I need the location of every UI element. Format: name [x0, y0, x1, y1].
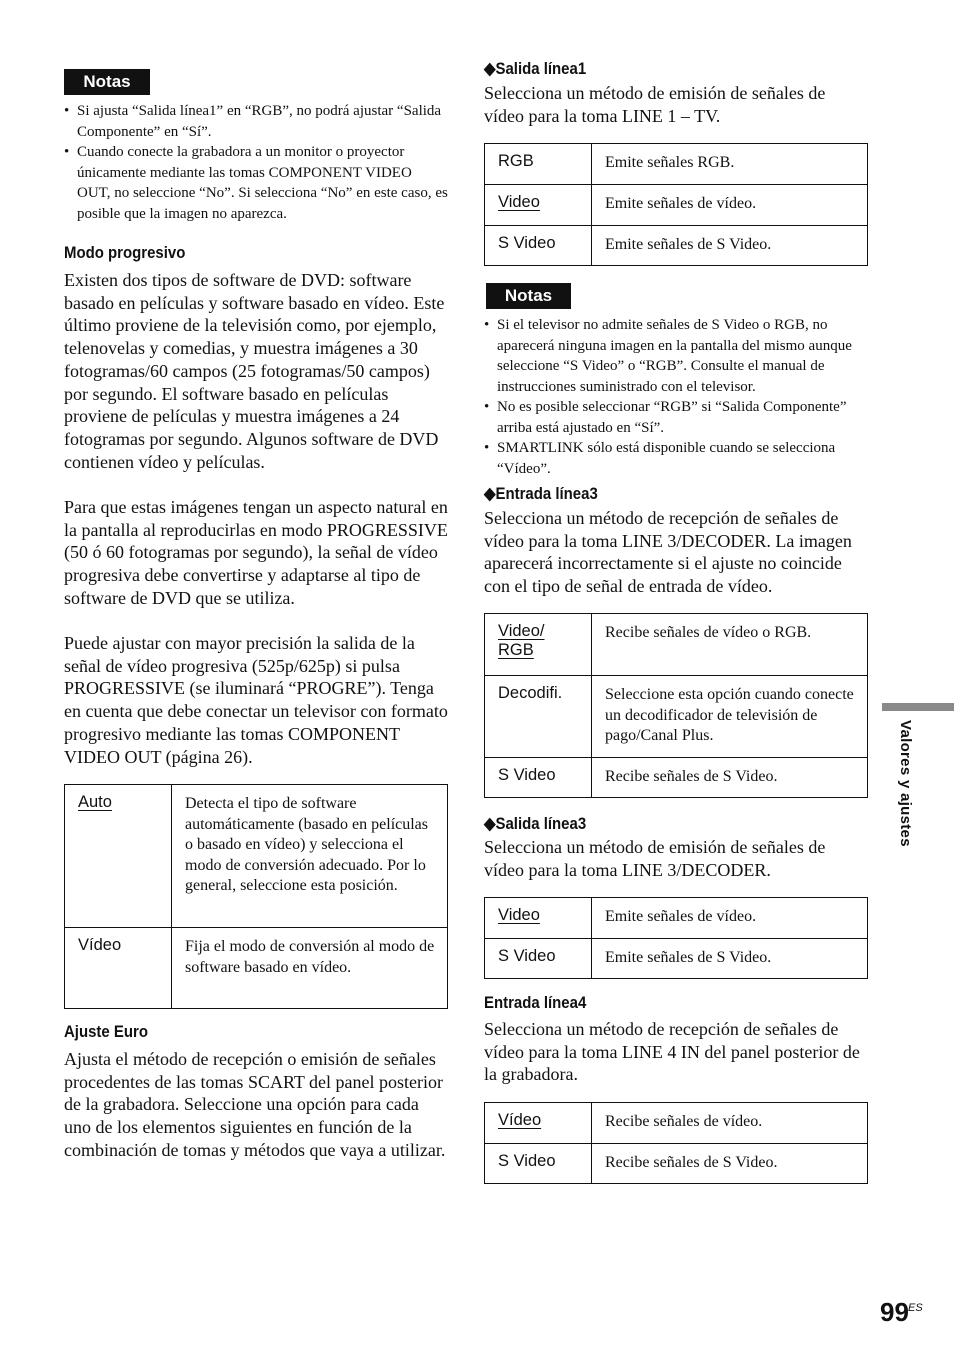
option-key — [485, 185, 592, 226]
option-description: Seleccione esta opción cuando conecte un decodificador de televisión de pago/Canal Plus. — [592, 676, 868, 758]
section-heading-ajuste-euro: Ajuste Euro — [64, 1022, 148, 1041]
option-key-label: Auto — [78, 793, 112, 811]
modo-paragraph-2: Para que estas imágenes tengan un aspecto natural en la pantalla al reproducirlas en modo PROGRESSIVE (50 ó 60 fotogramas por segundo), la señal de vídeo progresiva debe convertirse y adaptarse al tipo de software de DVD que se utiliza. — [64, 497, 448, 608]
option-description: Emite señales de vídeo. — [592, 898, 868, 939]
entrada4-options-table — [484, 1102, 868, 1184]
table-row — [485, 758, 868, 798]
option-key: Vídeo — [65, 928, 172, 1009]
option-description: Emite señales RGB. — [592, 144, 868, 185]
table-row — [485, 1103, 868, 1144]
option-key — [65, 785, 172, 928]
option-key: S Video — [485, 939, 592, 979]
note-item: • Si el televisor no admite señales de S Video o RGB, no aparecerá ninguna imagen en la pantalla del mismo aunque seleccione “S Video” o “RGB”. Consulte el manual de instrucciones suministrado con el televisor. — [484, 315, 870, 397]
section-heading-salida-linea3: ◆Salida línea3 — [484, 814, 587, 833]
option-description: Recibe señales de S Video. — [592, 758, 868, 798]
notes-list — [64, 101, 448, 224]
section-heading-modo-progresivo: Modo progresivo — [64, 243, 186, 262]
modo-paragraph: Existen dos tipos de software de DVD: software basado en películas y software basado en vídeo. Este último proviene de la televisión como, por ejemplo, telenovelas y comedias, y muestra imágenes a 30 fotogramas/60 campos (25 fotogramas/50 campos) por segundo. El software basado en películas proviene de películas y muestra imágenes a 24 fotogramas por segundo. Algunos software de DVD contienen vídeo y películas. — [64, 270, 445, 472]
notes-badge — [64, 69, 150, 95]
page-language-suffix: ES — [908, 1302, 923, 1314]
option-description: Emite señales de S Video. — [592, 939, 868, 979]
note-item: • Cuando conecte la grabadora a un monitor o proyector únicamente mediante las tomas COMPONENT VIDEO OUT, no seleccione “No”. Si selecciona “No” en este caso, es posible que la imagen no aparezca. — [64, 142, 448, 224]
notes-label: Notas — [83, 72, 131, 91]
table-row — [485, 185, 868, 226]
table-row — [65, 785, 448, 928]
notes-list — [484, 315, 870, 479]
option-description: Fija el modo de conversión al modo de software basado en vídeo. — [172, 928, 448, 1009]
option-key — [485, 614, 592, 676]
option-key: S Video — [485, 226, 592, 266]
option-description: Detecta el tipo de software automáticamente (basado en películas o basado en vídeo) y selecciona el modo de conversión adecuado. Por lo general, seleccione esta posición. — [172, 785, 448, 928]
salida3-paragraph: Selecciona un método de emisión de señales de vídeo para la toma LINE 3/DECODER. — [484, 837, 826, 880]
modo-options-table — [64, 784, 448, 1009]
option-key — [485, 1103, 592, 1144]
option-key-label: Video — [498, 906, 540, 924]
salida1-options-table — [484, 143, 868, 266]
euro-paragraph: Ajusta el método de recepción o emisión de señales procedentes de las tomas SCART del panel posterior de la grabadora. Seleccione una opción para cada uno de los elementos siguientes en función de la combinación de tomas y métodos que vaya a utilizar. — [64, 1049, 446, 1160]
table-row — [485, 226, 868, 266]
option-key-label: RGB — [498, 641, 534, 659]
option-key: Decodifi. — [485, 676, 592, 758]
salida1-paragraph: Selecciona un método de emisión de señales de vídeo para la toma LINE 1 – TV. — [484, 83, 826, 126]
section-heading-salida-linea1: ◆Salida línea1 — [484, 59, 587, 78]
note-item: • Si ajusta “Salida línea1” en “RGB”, no podrá ajustar “Salida Componente” en “Sí”. — [64, 101, 448, 142]
option-description: Emite señales de vídeo. — [592, 185, 868, 226]
section-tab-marker — [882, 703, 954, 711]
salida3-options-table — [484, 897, 868, 979]
option-description: Recibe señales de S Video. — [592, 1144, 868, 1184]
notes-badge — [486, 283, 571, 309]
option-key-label: Video — [498, 193, 540, 211]
option-description: Recibe señales de vídeo o RGB. — [592, 614, 868, 676]
table-row — [485, 676, 868, 758]
table-row — [485, 939, 868, 979]
page-number: 99 — [880, 1297, 909, 1327]
modo-paragraph-3: Puede ajustar con mayor precisión la salida de la señal de vídeo progresiva (525p/625p) si pulsa PROGRESSIVE (se iluminará “PROGRE”). Tenga en cuenta que debe conectar un televisor con formato progresivo mediante las tomas COMPONENT VIDEO OUT (página 26). — [64, 633, 448, 767]
table-row — [485, 898, 868, 939]
section-heading-entrada-linea3: ◆Entrada línea3 — [484, 484, 598, 503]
section-side-label: Valores y ajustes — [897, 720, 914, 847]
note-item: • No es posible seleccionar “RGB” si “Salida Componente” arriba está ajustado en “Sí”. — [484, 397, 870, 438]
option-key-label: Vídeo — [498, 1111, 542, 1129]
table-row — [485, 614, 868, 676]
note-item: • SMARTLINK sólo está disponible cuando se selecciona “Vídeo”. — [484, 438, 870, 479]
option-description: Recibe señales de vídeo. — [592, 1103, 868, 1144]
option-key — [485, 898, 592, 939]
entrada3-paragraph: Selecciona un método de recepción de señales de vídeo para la toma LINE 3/DECODER. La imagen aparecerá incorrectamente si el ajuste no coincide con el tipo de señal de entrada de vídeo. — [484, 508, 852, 597]
table-row — [485, 144, 868, 185]
table-row — [485, 1144, 868, 1184]
option-key: S Video — [485, 1144, 592, 1184]
option-description: Emite señales de S Video. — [592, 226, 868, 266]
notes-label: Notas — [504, 286, 553, 305]
option-key: S Video — [485, 758, 592, 798]
section-heading-entrada-linea4: Entrada línea4 — [484, 993, 587, 1012]
entrada3-options-table — [484, 613, 868, 798]
option-key-label: Video/ — [498, 622, 545, 640]
option-key: RGB — [485, 144, 592, 185]
table-row — [65, 928, 448, 1009]
entrada4-paragraph: Selecciona un método de recepción de señales de vídeo para la toma LINE 4 IN del panel posterior de la grabadora. — [484, 1019, 860, 1085]
